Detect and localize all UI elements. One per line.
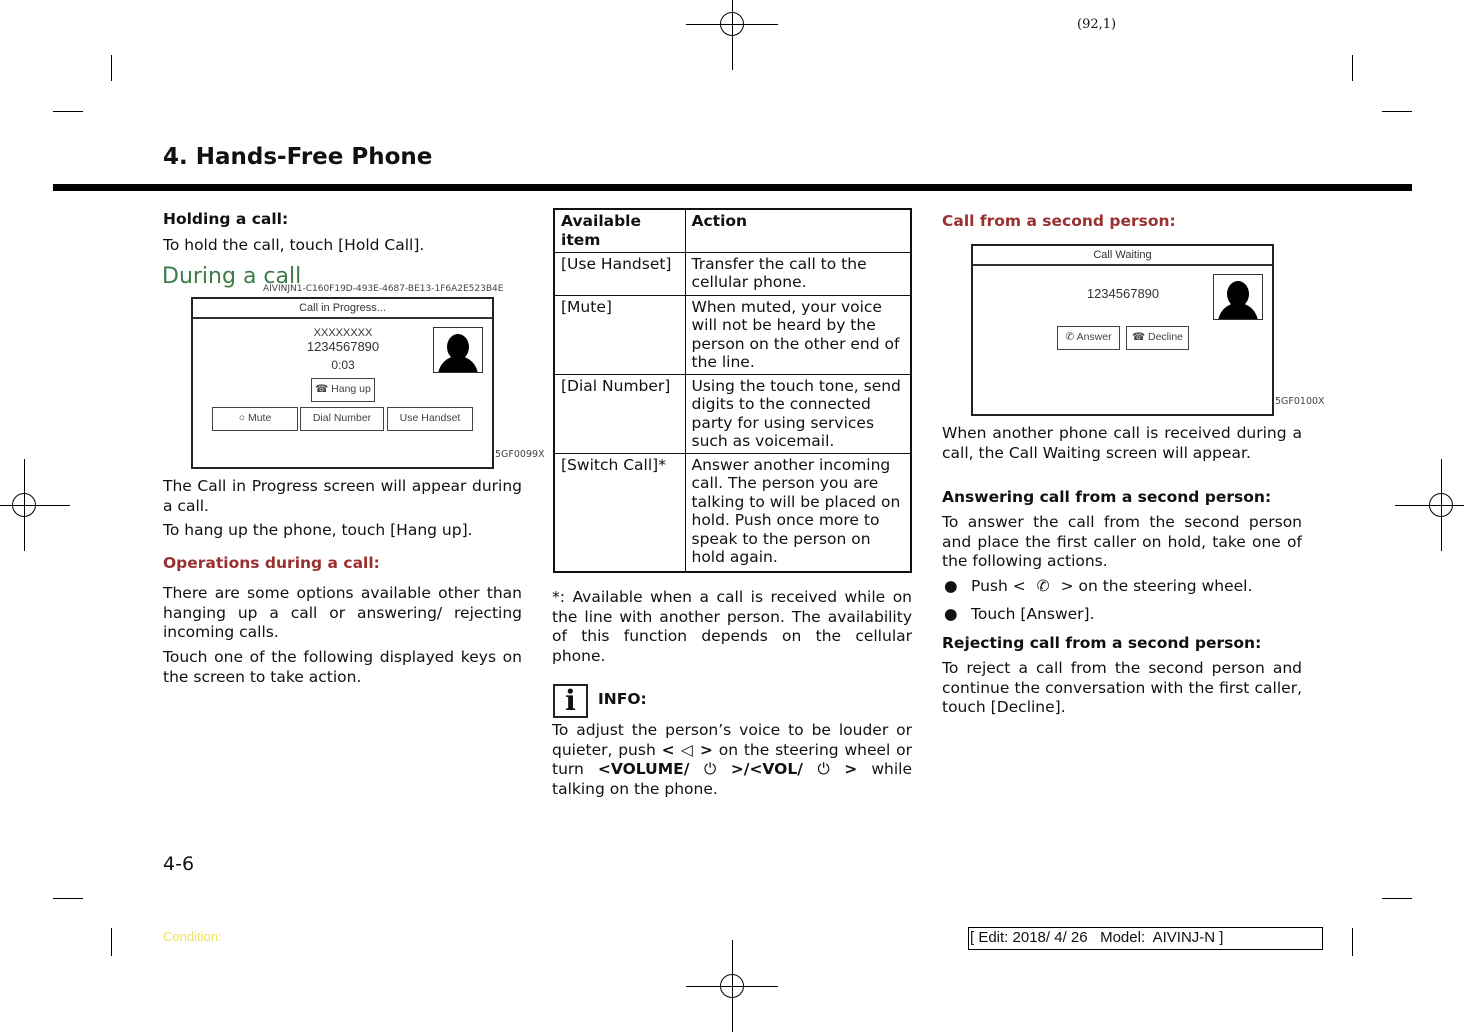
edit-info: [ Edit: 2018/ 4/ 26 Model: AIVINJ-N ]: [968, 927, 1323, 950]
phone-hangup-icon: ☎: [1131, 331, 1148, 343]
bullet-dot: ●: [944, 577, 958, 595]
caller-name: XXXXXXXX: [313, 327, 373, 339]
registration-mark: [708, 0, 756, 48]
crop-mark: [1352, 928, 1353, 956]
second-person-heading: Call from a second person:: [942, 212, 1176, 230]
caller-number: 1234567890: [1086, 286, 1160, 301]
phone-hangup-icon: ☎: [315, 383, 332, 395]
hang-up-button[interactable]: [311, 378, 375, 402]
para-call-progress: The Call in Progress screen will appear during a call.: [163, 477, 522, 515]
condition-label: Condition:: [163, 929, 222, 944]
call-in-progress-figure: [191, 297, 494, 469]
screen-title: Call in Progress...: [193, 299, 492, 319]
crop-mark: [111, 928, 112, 956]
info-icon: i: [553, 684, 588, 718]
para-options: There are some options available other than hanging up a call or answering/ rejecting incoming calls.: [163, 584, 522, 641]
bullet-text: > on the steering wheel.: [1055, 577, 1253, 595]
table-cell-action: Using the touch tone, send digits to the connected party for using services such as voicemail.: [685, 374, 911, 453]
registration-mark: [1417, 481, 1464, 529]
crop-mark: [111, 55, 112, 81]
decline-button[interactable]: [1126, 326, 1189, 350]
decline-label: Decline: [1147, 331, 1184, 343]
table-header-row: [554, 209, 911, 252]
info-text-part: on the steering wheel or turn: [552, 740, 912, 778]
contact-avatar-icon: [1213, 274, 1263, 320]
para-reject: To reject a call from the second person and continue the conversation with the first caller, touch [Decline].: [942, 659, 1302, 716]
para-call-waiting: When another phone call is received during a call, the Call Waiting screen will appear.: [942, 424, 1302, 462]
info-text-part: while talking on the phone.: [552, 760, 913, 798]
bullet-push: [971, 577, 1252, 597]
operations-heading: Operations during a call:: [163, 554, 380, 572]
call-waiting-figure: [971, 244, 1274, 416]
table-cell-item: [Mute]: [554, 295, 685, 374]
hang-up-label: Hang up: [331, 383, 371, 395]
table-row: [554, 453, 911, 572]
registration-mark: [708, 962, 756, 1010]
key-bracket: >: [829, 760, 858, 778]
header-rule: [53, 184, 1412, 191]
para-hang-up: To hang up the phone, touch [Hang up].: [163, 521, 473, 539]
call-timer: 0:03: [331, 358, 355, 372]
figure-code: 5GF0100X: [1275, 396, 1325, 407]
mute-icon: ○: [238, 412, 248, 424]
key-bracket: <: [661, 740, 681, 759]
section-id: AIVINJN1-C160F19D-493E-4687-BE13-1F6A2E523B4E: [263, 284, 504, 294]
answer-button[interactable]: [1057, 326, 1120, 350]
bullet-touch-answer: Touch [Answer].: [971, 605, 1095, 623]
table-cell-action: Transfer the call to the cellular phone.: [685, 252, 911, 295]
section-title: During a call: [162, 264, 302, 289]
crop-mark: [1382, 111, 1412, 112]
caller-number: 1234567890: [306, 339, 380, 354]
power-icon: ⏻: [703, 760, 717, 778]
rejecting-heading: Rejecting call from a second person:: [942, 634, 1262, 652]
bullet-text: Push <: [971, 577, 1031, 595]
footnote: *: Available when a call is received while on the line with another person. The availability of this function depends on the cellular phone.: [552, 588, 912, 665]
figure-code: 5GF0099X: [495, 449, 545, 460]
table-row: [554, 295, 911, 374]
key-bracket: >: [693, 740, 713, 759]
table-cell-action: When muted, your voice will not be heard by the person on the other end of the line.: [685, 295, 911, 374]
answering-heading: Answering call from a second person:: [942, 488, 1272, 506]
para-touch-keys: Touch one of the following displayed keys on the screen to take action.: [163, 648, 522, 686]
talk-speaker-icon: ◁: [680, 740, 694, 759]
use-handset-button[interactable]: Use Handset: [387, 407, 473, 431]
mute-label: Mute: [247, 412, 272, 424]
volume-key: <VOLUME/: [597, 760, 704, 778]
table-cell-action: Answer another incoming call. The person you are talking to will be placed on hold. Push once more to speak to the person on hold again.: [685, 453, 911, 572]
crop-mark: [1352, 55, 1353, 81]
screen-title: Call Waiting: [973, 246, 1272, 266]
info-label: INFO:: [598, 690, 647, 708]
crop-mark: [53, 111, 83, 112]
chapter-title: 4. Hands-Free Phone: [163, 144, 433, 170]
table-cell-item: [Dial Number]: [554, 374, 685, 453]
holding-heading: Holding a call:: [163, 210, 289, 228]
info-text: [552, 721, 912, 799]
power-icon: ⏻: [817, 760, 830, 778]
registration-mark: [0, 481, 48, 529]
table-row: [554, 374, 911, 453]
holding-text: To hold the call, touch [Hold Call].: [163, 236, 425, 254]
mute-button[interactable]: [212, 407, 298, 431]
vol-key: >/<VOL/: [716, 760, 818, 778]
table-header: Available item: [554, 209, 685, 252]
table-cell-item: [Use Handset]: [554, 252, 685, 295]
crop-mark: [53, 898, 83, 899]
table-header: Action: [685, 209, 911, 252]
contact-avatar-icon: [433, 327, 483, 373]
answer-label: Answer: [1076, 331, 1112, 343]
crop-mark: [1382, 898, 1412, 899]
table-cell-item: [Switch Call]*: [554, 453, 685, 572]
page-ref: (92,1): [1077, 17, 1117, 32]
phone-answer-icon: ✆: [1036, 577, 1050, 595]
operations-table: [553, 208, 912, 573]
dial-number-button[interactable]: Dial Number: [300, 407, 384, 431]
bullet-dot: ●: [944, 605, 958, 623]
table-row: [554, 252, 911, 295]
phone-answer-icon: ✆: [1065, 331, 1077, 343]
page-number: 4-6: [163, 853, 195, 875]
info-text-part: To adjust the person’s voice to be louder or quieter, push: [552, 721, 912, 759]
para-answer: To answer the call from the second person and place the first caller on hold, take one of the following actions.: [942, 513, 1302, 570]
